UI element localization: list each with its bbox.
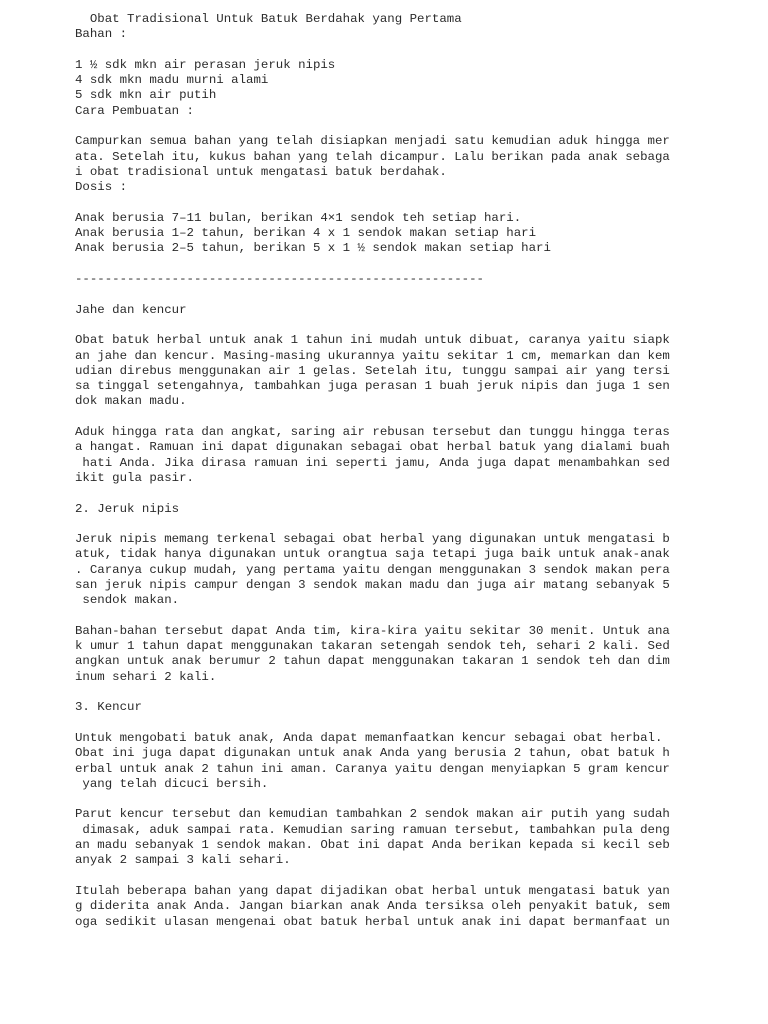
text-line: sa tinggal setengahnya, tambahkan juga perasan 1 buah jeruk nipis dan juga 1 sen — [75, 379, 670, 394]
text-line: hati Anda. Jika dirasa ramuan ini seperti jamu, Anda juga dapat menambahkan sed — [75, 455, 670, 470]
text-line: ikit gula pasir. — [75, 470, 194, 485]
blank-line — [75, 517, 755, 532]
text-line: Itulah beberapa bahan yang dapat dijadikan obat herbal untuk mengatasi batuk yan — [75, 883, 670, 898]
blank-line — [75, 410, 755, 425]
text-line: 5 sdk mkn air putih — [75, 88, 217, 103]
document-page — [75, 12, 755, 930]
text-line: Campurkan semua bahan yang telah disiapkan menjadi satu kemudian aduk hingga mer — [75, 134, 670, 149]
text-line: 2. Jeruk nipis — [75, 501, 180, 516]
blank-line — [75, 257, 755, 272]
text-line: a hangat. Ramuan ini dapat digunakan sebagai obat herbal batuk yang dialami buah — [75, 440, 670, 455]
text-line: Jeruk nipis memang terkenal sebagai obat herbal yang digunakan untuk mengatasi b — [75, 532, 670, 547]
text-line: angkan untuk anak berumur 2 tahun dapat menggunakan takaran 1 sendok teh dan dim — [75, 654, 670, 669]
blank-line — [75, 287, 755, 302]
text-line: 1 ½ sdk mkn air perasan jeruk nipis — [75, 57, 336, 72]
text-line: erbal untuk anak 2 tahun ini aman. Caranya yaitu dengan menyiapkan 5 gram kencur — [75, 761, 670, 776]
text-line: Aduk hingga rata dan angkat, saring air rebusan tersebut dan tunggu hingga teras — [75, 425, 670, 440]
text-line: an madu sebanyak 1 sendok makan. Obat ini dapat Anda berikan kepada si kecil seb — [75, 838, 670, 853]
text-line: oga sedikit ulasan mengenai obat batuk herbal untuk anak ini dapat bermanfaat un — [75, 914, 670, 929]
text-line: ata. Setelah itu, kukus bahan yang telah dicampur. Lalu berikan pada anak sebaga — [75, 149, 670, 164]
text-line: . Caranya cukup mudah, yang pertama yaitu dengan menggunakan 3 sendok makan pera — [75, 562, 670, 577]
text-line: i obat tradisional untuk mengatasi batuk berdahak. — [75, 164, 447, 179]
text-line: dok makan madu. — [75, 394, 187, 409]
text-line: sendok makan. — [75, 593, 180, 608]
text-line: Cara Pembuatan : — [75, 103, 194, 118]
blank-line — [75, 609, 755, 624]
text-line: inum sehari 2 kali. — [75, 669, 217, 684]
text-line: udian direbus menggunakan air 1 gelas. Setelah itu, tunggu sampai air yang tersi — [75, 363, 670, 378]
text-line: Obat ini juga dapat digunakan untuk anak Anda yang berusia 2 tahun, obat batuk h — [75, 746, 670, 761]
text-line: Anak berusia 1–2 tahun, berikan 4 x 1 sendok makan setiap hari — [75, 226, 537, 241]
blank-line — [75, 792, 755, 807]
text-line: Parut kencur tersebut dan kemudian tambahkan 2 sendok makan air putih yang sudah — [75, 807, 670, 822]
text-line: 4 sdk mkn madu murni alami — [75, 73, 269, 88]
blank-line — [75, 486, 755, 501]
blank-line — [75, 869, 755, 884]
text-line: anyak 2 sampai 3 kali sehari. — [75, 853, 291, 868]
text-line: Anak berusia 2–5 tahun, berikan 5 x 1 ½ sendok makan setiap hari — [75, 241, 551, 256]
text-line: Bahan : — [75, 27, 128, 42]
text-line: g diderita anak Anda. Jangan biarkan anak Anda tersiksa oleh penyakit batuk, sem — [75, 899, 670, 914]
text-line: atuk, tidak hanya digunakan untuk orangtua saja tetapi juga baik untuk anak-anak — [75, 547, 670, 562]
text-line: Obat batuk herbal untuk anak 1 tahun ini mudah untuk dibuat, caranya yaitu siapk — [75, 333, 670, 348]
text-line: Jahe dan kencur — [75, 302, 187, 317]
text-line: dimasak, aduk sampai rata. Kemudian saring ramuan tersebut, tambahkan pula deng — [75, 822, 670, 837]
text-line: k umur 1 tahun dapat menggunakan takaran setengah sendok teh, sehari 2 kali. Sed — [75, 639, 670, 654]
text-line: san jeruk nipis campur dengan 3 sendok makan madu dan juga air matang sebanyak 5 — [75, 577, 670, 592]
text-line: ------------------------------------------------------- — [75, 272, 484, 287]
blank-line — [75, 196, 755, 211]
blank-line — [75, 43, 755, 58]
blank-line — [75, 318, 755, 333]
text-line: 3. Kencur — [75, 700, 142, 715]
text-line: Anak berusia 7–11 bulan, berikan 4×1 sendok teh setiap hari. — [75, 210, 522, 225]
blank-line — [75, 119, 755, 134]
text-line: Dosis : — [75, 180, 128, 195]
blank-line — [75, 716, 755, 731]
text-line: Bahan-bahan tersebut dapat Anda tim, kira-kira yaitu sekitar 30 menit. Untuk ana — [75, 623, 670, 638]
text-line: an jahe dan kencur. Masing-masing ukurannya yaitu sekitar 1 cm, memarkan dan kem — [75, 348, 670, 363]
text-line: Untuk mengobati batuk anak, Anda dapat memanfaatkan kencur sebagai obat herbal. — [75, 730, 663, 745]
text-line: Obat Tradisional Untuk Batuk Berdahak yang Pertama — [75, 12, 462, 26]
blank-line — [75, 685, 755, 700]
text-line: yang telah dicuci bersih. — [75, 776, 269, 791]
